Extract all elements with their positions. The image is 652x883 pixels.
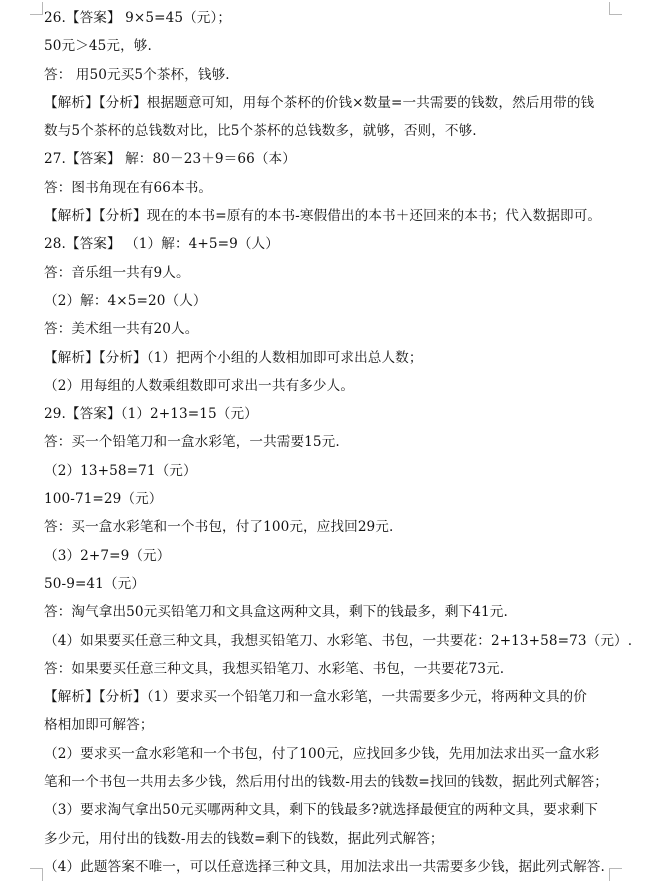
text-line: 【解析】【分析】现在的本书=原有的本书-寒假借出的本书＋还回来的本书；代入数据即可。 <box>44 208 602 225</box>
text-line: （2）13+58=71（元） <box>44 462 197 479</box>
text-line: 【解析】【分析】（1）把两个小组的人数相加即可求出总人数； <box>44 349 423 366</box>
text-line: 答：淘气拿出50元买铅笔刀和文具盒这两种文具，剩下的钱最多，剩下41元. <box>44 604 508 621</box>
page-corner-mark <box>30 868 43 881</box>
text-line: 多少元，用付出的钱数-用去的钱数=剩下的钱数，据此列式解答； <box>44 830 444 847</box>
text-line: 【解析】【分析】（1）要求买一个铅笔刀和一盒水彩笔，一共需要多少元，将两种文具的价 <box>44 689 587 706</box>
text-line: 28.【答案】 （1）解：4+5=9（人） <box>44 236 279 253</box>
text-line: 答：买一盒水彩笔和一个书包，付了100元，应找回29元. <box>44 519 394 536</box>
text-line: （2）要求买一盒水彩笔和一个书包，付了100元，应找回多少钱，先用加法求出买一盒水彩 <box>44 745 600 762</box>
text-line: 数与5个茶杯的总钱数对比，比5个茶杯的总钱数多，就够，否则，不够. <box>44 123 477 140</box>
text-line: 100-71=29（元） <box>44 491 163 508</box>
text-line: 26.【答案】 9×5=45（元）； <box>44 10 232 26</box>
text-line: 29.【答案】（1）2+13=15（元） <box>44 406 258 423</box>
page-corner-mark <box>30 2 43 15</box>
text-line: 50元＞45元，够. <box>44 38 152 55</box>
text-line: 27.【答案】 解：80－23＋9＝66（本） <box>44 151 296 168</box>
text-line: 50-9=41（元） <box>44 575 146 592</box>
text-line: 格相加即可解答； <box>44 717 154 734</box>
text-line: 【解析】【分析】根据题意可知，用每个茶杯的价钱×数量=一共需要的钱数，然后用带的钱 <box>44 94 595 111</box>
document-body <box>44 4 644 881</box>
text-line: （4）如果要买任意三种文具，我想买铅笔刀、水彩笔、书包，一共要花：2+13+58=73（元）. <box>44 632 633 649</box>
text-line: （2）用每组的人数乘组数即可求出一共有多少人。 <box>44 377 355 394</box>
text-line: 答：美术组一共有20人。 <box>44 321 199 338</box>
text-line: （2）解：4×5=20（人） <box>44 292 207 309</box>
text-line: 答：音乐组一共有9人。 <box>44 264 190 281</box>
text-line: 笔和一个书包一共用去多少钱，然后用付出的钱数-用去的钱数=找回的钱数，据此列式解答； <box>44 774 608 791</box>
text-line: 答： 用50元买5个茶杯，钱够. <box>44 66 230 83</box>
text-line: （3）要求淘气拿出50元买哪两种文具，剩下的钱最多?就选择最便宜的两种文具，要求剩下 <box>44 802 598 819</box>
text-line: 答：图书角现在有66本书。 <box>44 179 213 196</box>
text-line: 答：买一个铅笔刀和一盒水彩笔，一共需要15元. <box>44 434 340 451</box>
text-line: （3）2+7=9（元） <box>44 547 171 564</box>
text-line: （4）此题答案不唯一，可以任意选择三种文具，用加法求出一共需要多少钱，据此列式解答. <box>44 858 605 875</box>
text-line: 答：如果要买任意三种文具，我想买铅笔刀、水彩笔、书包，一共要花73元. <box>44 660 505 677</box>
